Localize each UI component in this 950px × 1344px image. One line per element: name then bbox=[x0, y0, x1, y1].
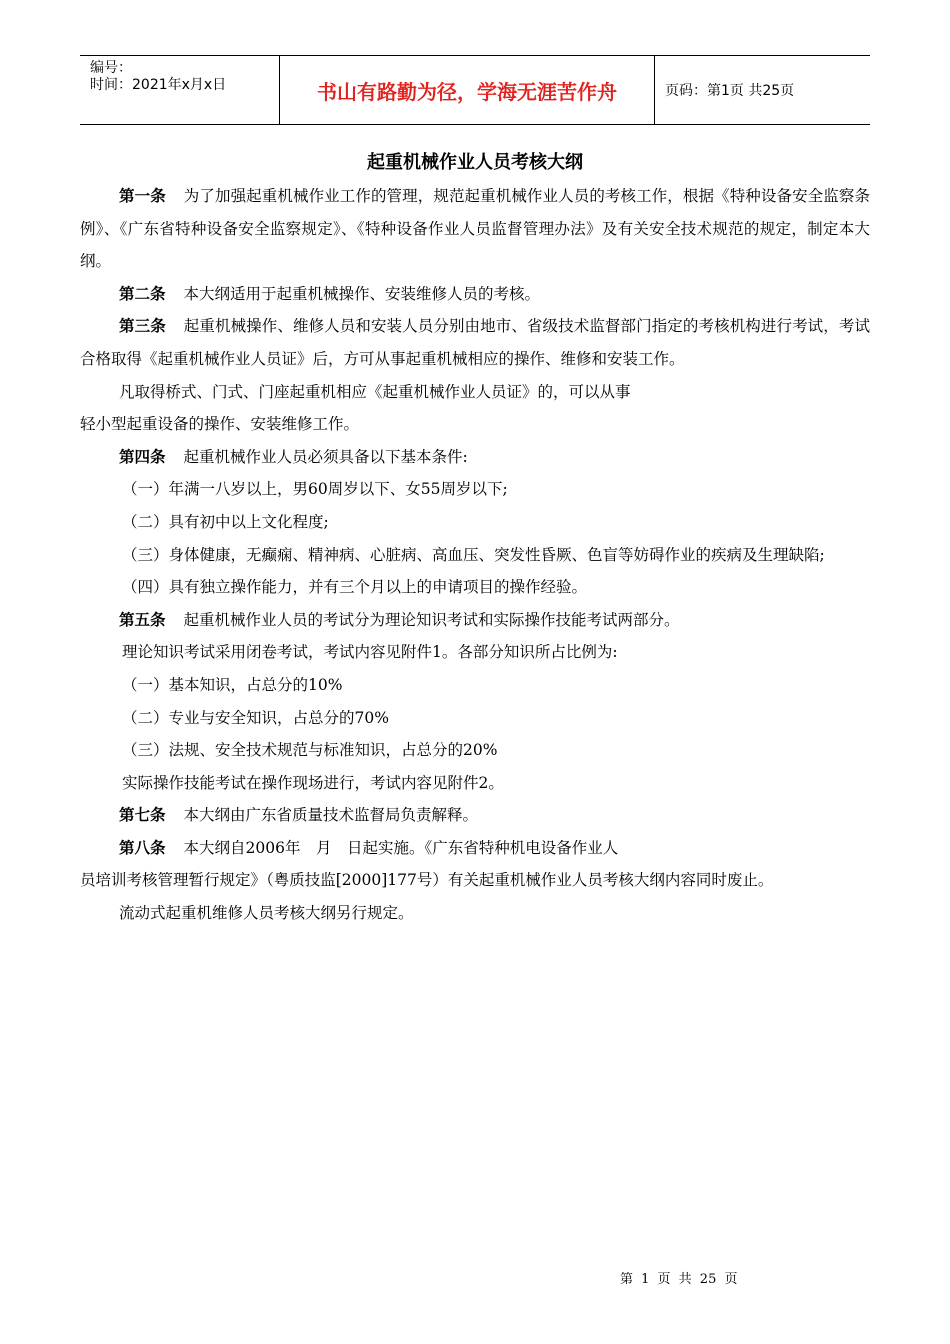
page-header bbox=[80, 55, 870, 125]
list-item: （一）年满一八岁以上，男60周岁以下、女55周岁以下; bbox=[122, 480, 508, 499]
article-label: 第一条 bbox=[119, 187, 166, 205]
article-label: 第二条 bbox=[119, 284, 166, 303]
document-number-label: 编号： bbox=[90, 60, 132, 76]
paragraph-text: 起重机械作业人员必须具备以下基本条件: bbox=[183, 447, 468, 466]
list-item: （一）基本知识，占总分的10% bbox=[122, 675, 343, 694]
article-label: 第七条 bbox=[119, 806, 166, 825]
paragraph-text: 本大纲自2006年 月 日起实施。《广东省特种机电设备作业人 bbox=[183, 838, 619, 857]
article-label: 第三条 bbox=[119, 317, 166, 336]
paragraph-text: 为了加强起重机械作业工作的管理，规范起重机械作业人员的考核工作，根据《特种设备安全监察条例》、《广东省特种设备安全监察规定》、《特种设备作业人员监督管理办法》及有关安全技术规范的规定，制定本大纲。 bbox=[80, 187, 870, 271]
paragraph: 流动式起重机维修人员考核大纲另行规定。 bbox=[119, 904, 414, 923]
paragraph: 理论知识考试采用闭卷考试，考试内容见附件1。各部分知识所占比例为: bbox=[122, 643, 618, 662]
paragraph-article-4 bbox=[80, 441, 870, 474]
paragraph-article-8 bbox=[80, 832, 870, 865]
paragraph-text: 本大纲适用于起重机械操作、安装维修人员的考核。 bbox=[183, 284, 541, 303]
paragraph-text: 起重机械作业人员的考试分为理论知识考试和实际操作技能考试两部分。 bbox=[183, 610, 680, 629]
paragraph-article-2 bbox=[80, 278, 870, 311]
paragraph-text: 本大纲由广东省质量技术监督局负责解释。 bbox=[183, 806, 479, 825]
header-page-info: 页码：第1页 共25页 bbox=[665, 83, 795, 99]
list-item: （二）专业与安全知识，占总分的70% bbox=[122, 708, 389, 727]
header-meta bbox=[80, 56, 280, 124]
list-item: （三）法规、安全技术规范与标准知识，占总分的20% bbox=[122, 741, 498, 760]
header-motto: 书山有路勤为径，学海无涯苦作舟 bbox=[280, 56, 655, 124]
paragraph: 员培训考核管理暂行规定》（粤质技监[2000]177号）有关起重机械作业人员考核大纲内容同时废止。 bbox=[80, 871, 774, 890]
article-label: 第八条 bbox=[119, 838, 166, 857]
document-time-label: 时间：2021年x月x日 bbox=[90, 77, 227, 93]
document-title: 起重机械作业人员考核大纲 bbox=[367, 152, 583, 173]
list-item: （四）具有独立操作能力，并有三个月以上的申请项目的操作经验。 bbox=[122, 578, 588, 597]
paragraph: 轻小型起重设备的操作、安装维修工作。 bbox=[80, 415, 360, 434]
paragraph-article-3 bbox=[80, 310, 870, 375]
article-label: 第五条 bbox=[119, 610, 166, 629]
document-body bbox=[80, 180, 870, 930]
paragraph-article-5 bbox=[80, 604, 870, 637]
paragraph: 实际操作技能考试在操作现场进行，考试内容见附件2。 bbox=[122, 773, 504, 792]
list-item: （三）身体健康，无癫痫、精神病、心脏病、高血压、突发性昏厥、色盲等妨碍作业的疾病及生理缺陷; bbox=[122, 545, 825, 564]
page-footer: 第 1 页 共 25 页 bbox=[620, 1272, 738, 1287]
paragraph: 凡取得桥式、门式、门座起重机相应《起重机械作业人员证》的，可以从事 bbox=[119, 382, 631, 401]
paragraph-article-1 bbox=[80, 180, 870, 278]
paragraph-text: 起重机械操作、维修人员和安装人员分别由地市、省级技术监督部门指定的考核机构进行考试，考试合格取得《起重机械作业人员证》后，方可从事起重机械相应的操作、维修和安装工作。 bbox=[80, 317, 870, 368]
article-label: 第四条 bbox=[119, 447, 166, 466]
list-item: （二）具有初中以上文化程度; bbox=[122, 512, 329, 531]
paragraph-article-7 bbox=[80, 799, 870, 832]
